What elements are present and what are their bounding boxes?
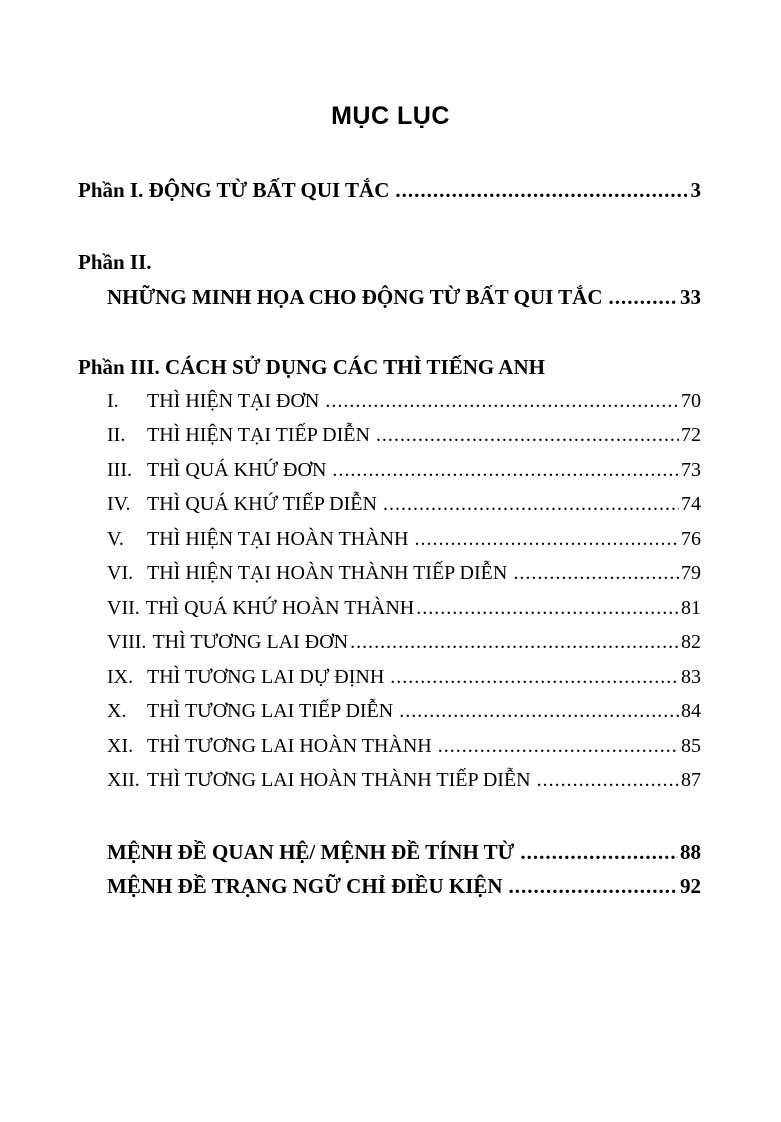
roman-numeral: X. — [107, 700, 127, 722]
dot-leader — [520, 840, 678, 865]
roman-numeral: VII. — [107, 597, 140, 619]
roman-numeral: V. — [107, 528, 124, 550]
dot-leader — [513, 562, 679, 585]
toc-entry-tense-3[interactable] — [107, 459, 701, 482]
toc-entry-label: THÌ TƯƠNG LAI DỰ ĐỊNH — [147, 666, 385, 688]
toc-entry-label: THÌ QUÁ KHỨ TIẾP DIỄN — [147, 493, 377, 515]
roman-numeral: IV. — [107, 493, 131, 515]
dot-leader — [438, 735, 679, 758]
toc-entry-label: THÌ TƯƠNG LAI ĐƠN — [152, 631, 349, 653]
toc-entry-tense-5[interactable] — [107, 528, 701, 551]
dot-leader — [376, 424, 679, 447]
dot-leader — [609, 285, 679, 310]
toc-entry-part-2[interactable] — [107, 285, 701, 310]
toc-page-number: 81 — [681, 597, 701, 619]
dot-leader — [332, 459, 679, 482]
toc-page-number: 84 — [681, 700, 701, 722]
toc-page-number: 79 — [681, 562, 701, 584]
toc-entry-tense-4[interactable] — [107, 493, 701, 516]
toc-entry-tense-6[interactable] — [107, 562, 701, 585]
roman-numeral: IX. — [107, 666, 134, 688]
toc-entry-tense-7[interactable] — [107, 597, 701, 620]
toc-entry-tense-2[interactable] — [107, 424, 701, 447]
toc-entry-label: THÌ HIỆN TẠI TIẾP DIỄN — [147, 424, 370, 446]
toc-page-number: 82 — [681, 631, 701, 653]
toc-entry-conditional-clause[interactable] — [107, 874, 701, 899]
toc-entry-tense-1[interactable] — [107, 390, 701, 413]
toc-entry-label: THÌ QUÁ KHỨ HOÀN THÀNH — [145, 597, 415, 619]
toc-page-number: 87 — [681, 769, 701, 791]
roman-numeral: XI. — [107, 735, 134, 757]
toc-page-number: 88 — [680, 840, 701, 864]
toc-page-number: 85 — [681, 735, 701, 757]
toc-entry-label: THÌ HIỆN TẠI HOÀN THÀNH — [147, 528, 409, 550]
toc-page-number: 73 — [681, 459, 701, 481]
toc-page-number: 33 — [680, 285, 701, 309]
dot-leader — [416, 597, 679, 620]
toc-entry-label: Phần I. ĐỘNG TỪ BẤT QUI TẮC — [78, 178, 390, 202]
dot-leader — [350, 631, 679, 654]
roman-numeral: VIII. — [107, 631, 147, 653]
dot-leader — [325, 390, 679, 413]
roman-numeral: XII. — [107, 769, 140, 791]
toc-page-number: 3 — [690, 178, 701, 202]
toc-page-number: 70 — [681, 390, 701, 412]
dot-leader — [399, 700, 679, 723]
dot-leader — [537, 769, 679, 792]
dot-leader — [414, 528, 679, 551]
toc-entry-tense-11[interactable] — [107, 735, 701, 758]
toc-entry-label: THÌ HIỆN TẠI ĐƠN — [147, 390, 320, 412]
toc-entry-part-1[interactable] — [78, 178, 701, 203]
dot-leader — [395, 178, 688, 203]
toc-entry-tense-10[interactable] — [107, 700, 701, 723]
dot-leader — [390, 666, 679, 689]
roman-numeral: III. — [107, 459, 132, 481]
toc-page-number: 72 — [681, 424, 701, 446]
part-3-heading: Phần III. CÁCH SỬ DỤNG CÁC THÌ TIẾNG ANH — [78, 355, 545, 379]
roman-numeral: II. — [107, 424, 126, 446]
toc-page-number: 76 — [681, 528, 701, 550]
dot-leader — [509, 874, 678, 899]
toc-page-number: 74 — [681, 493, 701, 515]
toc-entry-label: THÌ TƯƠNG LAI HOÀN THÀNH — [147, 735, 432, 757]
toc-entry-label: MỆNH ĐỀ TRẠNG NGỮ CHỈ ĐIỀU KIỆN — [107, 874, 503, 898]
toc-page-number: 92 — [680, 874, 701, 898]
toc-entry-tense-12[interactable] — [107, 769, 701, 792]
toc-entry-label: THÌ TƯƠNG LAI TIẾP DIỄN — [147, 700, 394, 722]
toc-entry-label: MỆNH ĐỀ QUAN HỆ/ MỆNH ĐỀ TÍNH TỪ — [107, 840, 515, 864]
page-title: MỤC LỤC — [331, 102, 450, 130]
dot-leader — [383, 493, 679, 516]
toc-entry-tense-9[interactable] — [107, 666, 701, 689]
toc-entry-relative-clause[interactable] — [107, 840, 701, 865]
toc-entry-label: NHỮNG MINH HỌA CHO ĐỘNG TỪ BẤT QUI TẮC — [107, 285, 603, 309]
toc-entry-label: THÌ TƯƠNG LAI HOÀN THÀNH TIẾP DIỄN — [147, 769, 531, 791]
toc-entry-label: THÌ HIỆN TẠI HOÀN THÀNH TIẾP DIỄN — [147, 562, 508, 584]
part-2-heading: Phần II. — [78, 250, 152, 274]
toc-entry-tense-8[interactable] — [107, 631, 701, 654]
roman-numeral: I. — [107, 390, 119, 412]
toc-entry-label: THÌ QUÁ KHỨ ĐƠN — [147, 459, 327, 481]
toc-page-number: 83 — [681, 666, 701, 688]
roman-numeral: VI. — [107, 562, 134, 584]
